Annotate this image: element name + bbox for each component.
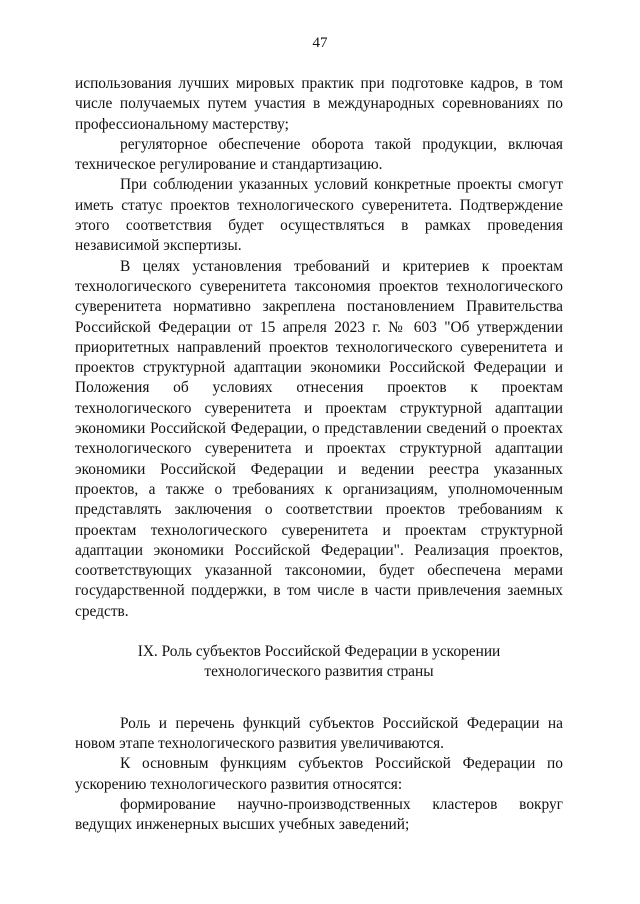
section-heading — [75, 642, 563, 683]
paragraph-best-practices: использования лучших мировых практик при подготовке кадров, в том числе получаемых путем участия в международных соревнованиях по профессиональному мастерству; — [75, 75, 563, 133]
page-number: 47 — [312, 35, 328, 51]
paragraph-main-functions: К основным функциям субъектов Российской Федерации по ускорению технологического развития относятся: — [75, 755, 563, 793]
document-body — [75, 74, 563, 835]
paragraph-role-increase: Роль и перечень функций субъектов Российской Федерации на новом этапе технологического развития увеличиваются. — [75, 714, 563, 752]
section-heading-line-2: технологического развития страны — [204, 663, 434, 681]
paragraph-clusters: формирование научно-производственных кластеров вокруг ведущих инженерных высших учебных заведений; — [75, 795, 563, 834]
paragraph-project-status: При соблюдении указанных условий конкретные проекты смогут иметь статус проектов технологического суверенитета. Подтверждение этого соответствия будет осуществляться в рамках проведения независимой экспертизы. — [75, 176, 563, 255]
section-heading-line-1: IX. Роль субъектов Российской Федерации в ускорении — [137, 643, 501, 661]
paragraph-taxonomy: В целях установления требований и критериев к проектам технологического суверенитета таксономия проектов технологического суверенитета нормативно закреплена постановлением Правительства Российской Федерации от 15 апреля 2023 г. № 603 "Об утверждении приоритетных направлений проектов технологического суверенитета и проектов структурной адаптации экономики Российской Федерации и Положения об условиях отнесения проектов к проектам технологического суверенитета и проектам структурной адаптации экономики Российской Федерации, о представлении сведений о проектах технологического суверенитета и проектах структурной адаптации экономики Российской Федерации и ведении реестра указанных проектов, а также о требованиях к организациям, уполномоченным представлять заключения о соответствии проектов требованиям к проектам технологического суверенитета и проектам структурной адаптации экономики Российской Федерации". Реализация проектов, соответствующих указанной таксономии, будет обеспечена мерами государственной поддержки, в том числе в части привлечения заемных средств. — [75, 257, 563, 620]
paragraph-regulatory-support: регуляторное обеспечение оборота такой продукции, включая техническое регулирование и стандартизацию. — [75, 135, 563, 174]
